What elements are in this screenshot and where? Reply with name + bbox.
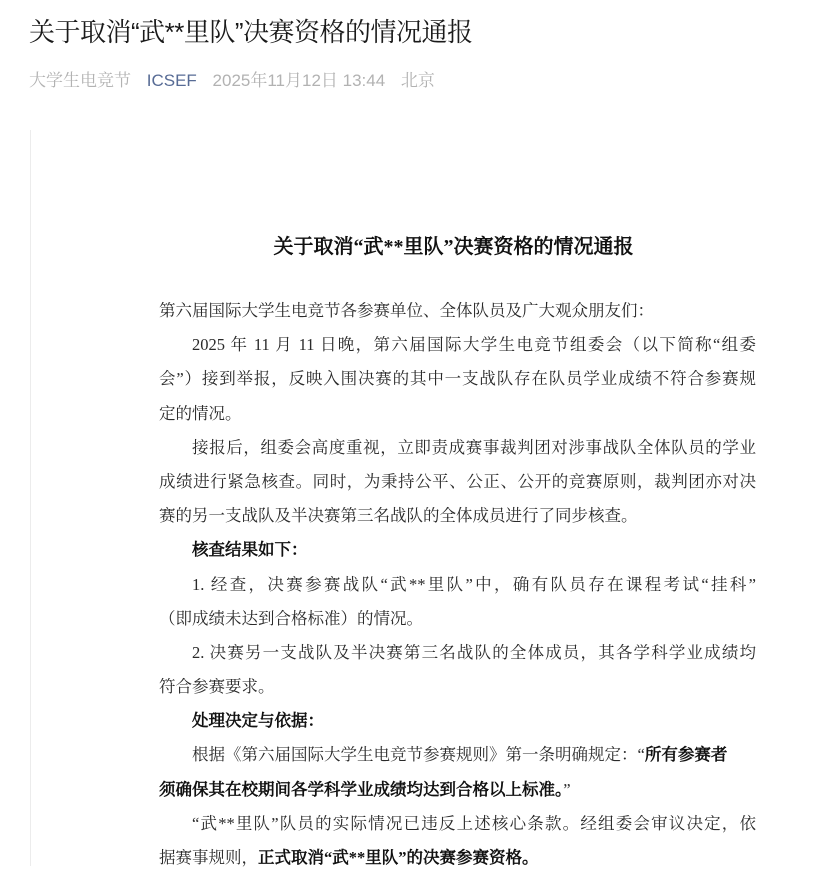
doc-line — [159, 738, 756, 772]
document-image — [30, 130, 837, 866]
text: ” — [563, 779, 571, 799]
text: 根据《第六届国际大学生电竞节参赛规则》第一条明确规定：“ — [192, 745, 645, 765]
text: 据赛事规则， — [159, 848, 258, 867]
publish-location: 北京 — [400, 71, 435, 90]
doc-heading — [159, 533, 756, 567]
doc-line — [159, 841, 756, 875]
article-meta — [29, 66, 446, 91]
bold-text: 正式取消“武**里队”的决赛参赛资格。 — [258, 848, 539, 867]
doc-line: 定的情况。 — [159, 403, 242, 423]
account-name-link[interactable]: ICSEF — [146, 71, 197, 90]
document-body — [159, 294, 756, 875]
article-title: 关于取消“武**里队”决赛资格的情况通报 — [29, 17, 473, 47]
bold-text: 须确保其在校期间各学科学业成绩均达到合格以上标准。 — [159, 779, 564, 799]
doc-line: 2. 决赛另一支战队及半决赛第三名战队的全体成员，其各学科学业成绩均 — [192, 642, 756, 662]
doc-line: 接报后，组委会高度重视，立即责成赛事裁判团对涉事战队全体队员的学业 — [192, 437, 756, 457]
bold-text: 所有参赛者 — [644, 745, 728, 765]
document-title: 关于取消“武**里队”决赛资格的情况通报 — [273, 236, 634, 258]
doc-line: 成绩进行紧急核查。同时，为秉持公平、公正、公开的竞赛原则，裁判团亦对决 — [159, 471, 756, 491]
doc-heading — [159, 704, 756, 738]
doc-line: 符合参赛要求。 — [159, 677, 275, 697]
doc-line: （即成绩未达到合格标准）的情况。 — [159, 608, 423, 628]
doc-line: 第六届国际大学生电竞节各参赛单位、全体队员及广大观众朋友们： — [159, 301, 654, 320]
publish-time: 2025年11月12日 13:44 — [212, 71, 386, 90]
doc-line: 赛的另一支战队及半决赛第三名战队的全体成员进行了同步核查。 — [159, 506, 638, 526]
heading-text: 处理决定与依据： — [192, 711, 324, 731]
doc-line: 2025 年 11 月 11 日晚，第六届国际大学生电竞节组委会（以下简称“组委 — [192, 335, 756, 355]
doc-line: “武**里队”队员的实际情况已违反上述核心条款。经组委会审议决定，依 — [192, 813, 756, 833]
source-label: 大学生电竞节 — [29, 71, 131, 90]
doc-line — [159, 773, 756, 807]
doc-line: 1. 经查，决赛参赛战队“武**里队”中，确有队员存在课程考试“挂科” — [192, 574, 756, 594]
heading-text: 核查结果如下： — [192, 540, 308, 560]
doc-line: 会”）接到举报，反映入围决赛的其中一支战队存在队员学业成绩不符合参赛规 — [159, 369, 756, 389]
